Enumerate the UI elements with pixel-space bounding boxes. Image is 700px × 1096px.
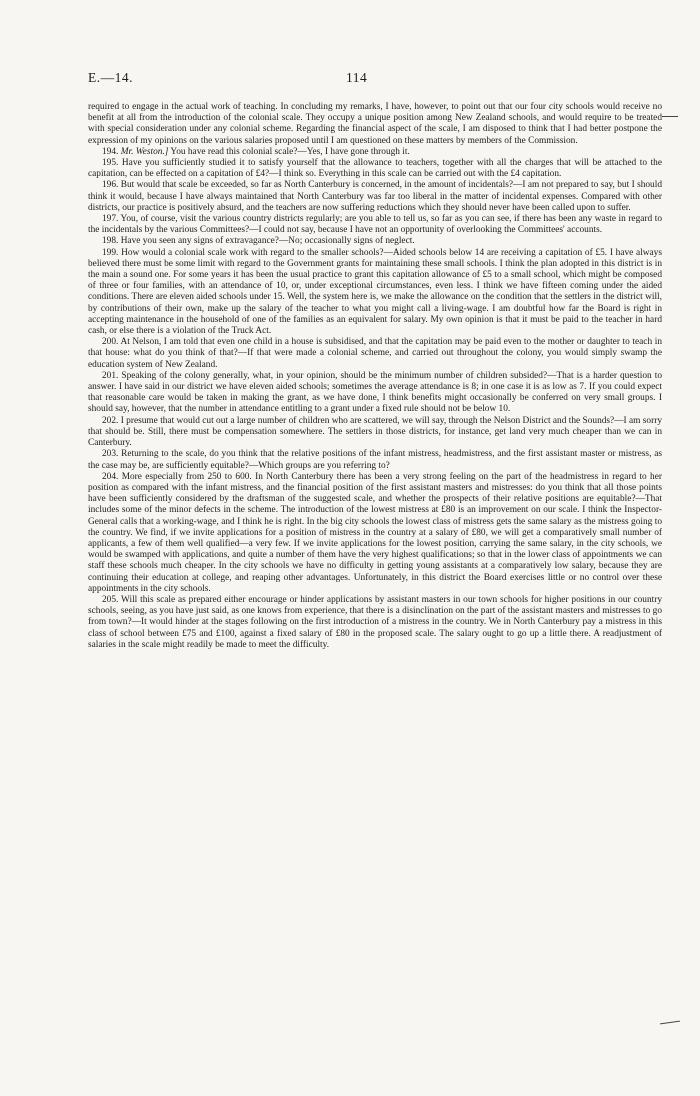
paragraph-201: 201. Speaking of the colony generally, what, in your opinion, should be the minimum number of children subsided?—That is a harder question to answer. I have said in our district we have eleven aided schools; sometimes the average attendance is 8; in one case it is as low as 7. If you could expect that reasonable care would be taken in making the grant, as we have done, I think benefits might occasionally be conferred on very small groups. I should say, however, that the number in attendance entitling to a grant under a fixed rule should not be below 10. (88, 370, 662, 415)
paragraph-205: 205. Will this scale as prepared either encourage or hinder applications by assistant masters in our town schools for higher positions in our country schools, seeing, as you have just said, as one knows from experience, that there is a disinclination on the part of the assistant masters and mistresses to go from town?—It would hinder at the stages following on the first introduction of a mistress in the country. We in North Canterbury pay a mistress in this class of school between £75 and £100, against a fixed salary of £80 in the proposed scale. The salary ought to go up a little there. A readjustment of salaries in the scale might readily be made to meet the difficulty. (88, 594, 662, 650)
page-header (88, 70, 662, 92)
speaker-name: Mr. Weston.] (120, 146, 169, 157)
document-page (88, 70, 662, 651)
paragraph-204: 204. More especially from 250 to 600. In North Canterbury there has been a very strong feeling on the part of the headmistress in regard to her position as compared with the infant mistress, and the financial position of the first assistant masters and mistresses: do you think that all those points have been sufficiently considered by the draftsman of the suggested scale, and whether the prospects of their relative positions are equitable?—That includes some of the minor defects in the scheme. The introduction of the lowest mistress at £80 is an improvement on our scale. I think the Inspector-General calls that a working-wage, and I think he is right. In the big city schools the lowest class of mistress gets the same salary as the mistress going to the country. We find, if we invite applications for a position of mistress in the country at a salary of £80, we will get a comparatively small number of applicants, a few of them well qualified—a very few. If we invite applications for the lowest position, carrying the same salary, in the city schools, we would be swamped with applications, and quite a number of them have the very highest qualifications; so that in the lower class of appointments we can staff these schools much cheaper. In the city schools we have no difficulty in getting young assistants at a comparatively low salary, because they are continuing their education at college, and reaping other advantages. Unfortunately, in this district the Board exercises little or no control over these appointments in the city schools. (88, 471, 662, 594)
margin-mark-bottom (660, 1021, 680, 1025)
paragraph-202: 202. I presume that would cut out a large number of children who are scattered, we will say, through the Nelson District and the Sounds?—I am sorry that should be. Still, there must be compensation somewhere. The settlers in those districts, for instance, get land very much cheaper than we can in Canterbury. (88, 415, 662, 449)
paragraph-200: 200. At Nelson, I am told that even one child in a house is subsidised, and that the capitation may be paid even to the mother or daughter to teach in that house: what do you think of that?—If that were made a colonial scheme, and carried out throughout the colony, you would simply swamp the education system of New Zealand. (88, 337, 662, 370)
margin-mark-top (662, 116, 678, 117)
paragraph-203: 203. Returning to the scale, do you think that the relative positions of the infant mistress, headmistress, and the first assistant master or mistress, as the case may be, are sufficiently equitable?—Which groups are you referring to? (88, 449, 662, 471)
paragraph-197: 197. You, of course, visit the various country districts regularly; are you able to tell us, so far as you can see, if there has been any waste in regard to the incidentals by the various Committees?—I could not say, because I have not an opportunity of overlooking the Committees' accounts. (88, 214, 662, 236)
paragraph-194 (88, 147, 662, 158)
paragraph-195: 195. Have you sufficiently studied it to satisfy yourself that the allowance to teachers, together with all the charges that will be attached to the capitation, can be effected on a capitation of £4?—I think so. Everything in this scale can be carried out with the £4 capitation. (88, 158, 662, 180)
paragraph-196: 196. But would that scale be exceeded, so far as North Canterbury is concerned, in the amount of incidentals?—I am not prepared to say, but I should think it would, because I have always maintained that North Canterbury was far too liberal in the matter of incidental expenses. Compared with other districts, our practice is positively absurd, and the teachers are now suffering reductions which they should never have been called upon to suffer. (88, 180, 662, 213)
paragraph-199: 199. How would a colonial scale work with regard to the smaller schools?—Aided schools below 14 are receiving a capitation of £5. I have always believed there must be some limit with regard to the Government grants for maintaining these small schools. I think the plan adopted in this district is in the main a sound one. For some years it has been the usual practice to grant this capitation allowance of £5 to a small school, which might be composed of three or four families, with an attendance of 10, or, under exceptional circumstances, even less. I think we have fifteen coming under the aided conditions. There are eleven aided schools under 15. Well, the system here is, we make the allowance on the condition that the settlers in the district will, by contributions of their own, make up the salary of the teacher to what you might call a living-wage. I am doubtful how far the Board is right in accepting maintenance in the household of one of the families as an equivalent for salary. My own opinion is that it must be paid to the teacher in hard cash, or else there is a violation of the Truck Act. (88, 247, 662, 337)
question-number: 194. (102, 146, 119, 157)
paragraph-continued: required to engage in the actual work of teaching. In concluding my remarks, I have, however, to point out that our four city schools would receive no benefit at all from the introduction of the colonial scale. They occupy a unique position among New Zealand schools, and would require to be treated with special consideration under any colonial scheme. Regarding the financial aspect of the scale, I am disposed to think that I had better postpone the expression of my opinions on the various salaries proposed until I am questioned on these matters by members of the Commission. (88, 102, 662, 146)
question-194-text: You have read this colonial scale?—Yes, I have gone through it. (170, 146, 410, 157)
page-number: 114 (346, 70, 368, 85)
document-reference: E.—14. (88, 70, 133, 85)
paragraph-198: 198. Have you seen any signs of extravagance?—No; occasionally signs of neglect. (102, 236, 415, 247)
body-text (88, 102, 662, 651)
